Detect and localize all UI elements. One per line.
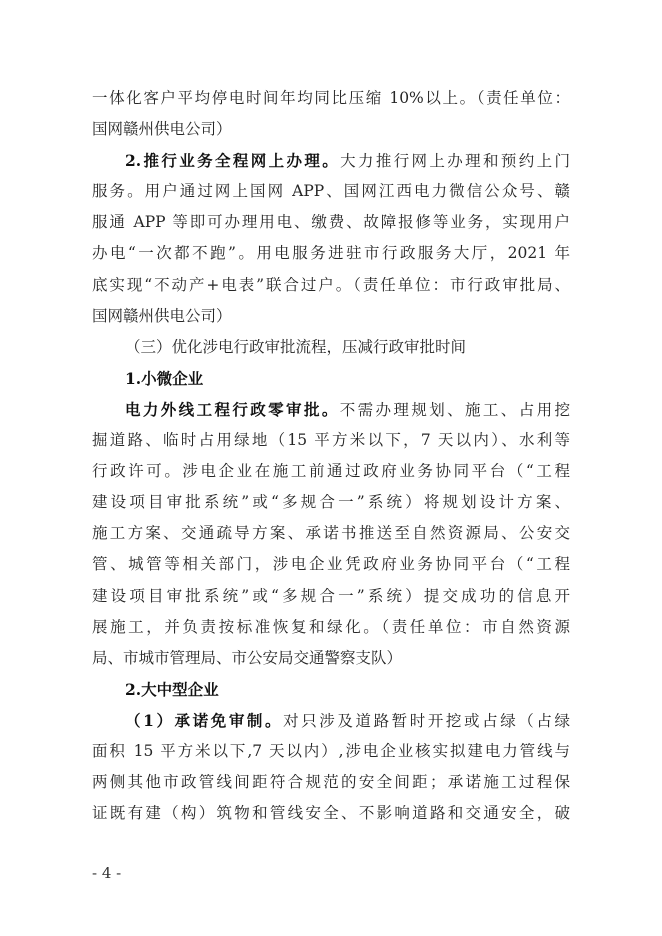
text-line [92,301,570,332]
body-text: （三）优化涉电行政审批流程，压减行政审批时间 [125,337,467,356]
bold-heading-text: 2.推行业务全程网上办理。 [125,151,341,171]
body-text: 建设项目审批系统”或“多规合一”系统）将规划设计方案、 [92,493,570,512]
bold-heading-text: 电力外线工程行政零审批。 [125,399,340,419]
text-line [92,332,570,363]
text-line [92,518,570,549]
text-line [92,145,570,176]
text-line [92,798,570,829]
body-text: 证既有建（构）筑物和管线安全、不影响道路和交通安全，破 [92,804,570,823]
body-text: 展施工，并负责按标准恢复和绿化。（责任单位：市自然资源 [92,617,570,636]
text-line [92,83,570,114]
body-text: 大力推行网上办理和预约上门 [340,152,570,171]
text-line [92,767,570,798]
body-text: 服通 APP 等即可办理用电、缴费、故障报修等业务，实现用户 [92,213,570,232]
body-text: 局、市城市管理局、市公安局交通警察支队） [92,648,403,667]
body-text: 一体化客户平均停电时间年均同比压缩 10%以上。（责任单位： [92,89,570,107]
text-line [92,736,570,767]
text-line [92,425,570,456]
text-line [92,114,570,145]
body-text: 底实现“不动产+电表”联合过户。（责任单位：市行政审批局、 [92,275,570,294]
text-line [92,487,570,518]
text-line [92,581,570,612]
text-line [92,207,570,238]
text-line [92,394,570,425]
text-line [92,363,570,394]
text-line [92,643,570,674]
document-body [92,83,570,829]
body-text: 国网赣州供电公司） [92,120,232,139]
bold-heading-text: 1.小微企业 [125,368,204,388]
text-line [92,705,570,736]
body-text: 办电“一次都不跑”。用电服务进驻市行政服务大厅，2021 年 [92,244,570,263]
text-line [92,270,570,301]
body-text: 行政许可。涉电企业在施工前通过政府业务协同平台（“工程 [92,462,570,481]
body-text: 建设项目审批系统”或“多规合一”系统）提交成功的信息开 [92,586,570,605]
body-text: 面积 15 平方米以下,7 天以内）,涉电企业核实拟建电力管线与 [92,741,570,760]
text-line [92,549,570,580]
bold-heading-text: （1）承诺免审制。 [125,710,284,730]
body-text: 服务。用户通过网上国网 APP、国网江西电力微信公众号、赣 [92,182,570,201]
text-line [92,176,570,207]
body-text: 国网赣州供电公司） [92,306,232,325]
text-line [92,674,570,705]
bold-heading-text: 2.大中型企业 [125,679,219,699]
body-text: 掘道路、临时占用绿地（15 平方米以下，7 天以内）、水利等 [92,431,570,450]
text-line [92,612,570,643]
text-line [92,238,570,269]
body-text: 管、城管等相关部门，涉电企业凭政府业务协同平台（“工程 [92,555,570,574]
body-text: 施工方案、交通疏导方案、承诺书推送至自然资源局、公安交 [92,524,570,543]
page-number: - 4 - [92,864,122,882]
body-text: 不需办理规划、施工、占用挖 [339,400,570,419]
body-text: 两侧其他市政管线间距符合规范的安全间距；承诺施工过程保 [92,773,570,792]
text-line [92,456,570,487]
body-text: 对只涉及道路暂时开挖或占绿（占绿 [283,711,570,730]
